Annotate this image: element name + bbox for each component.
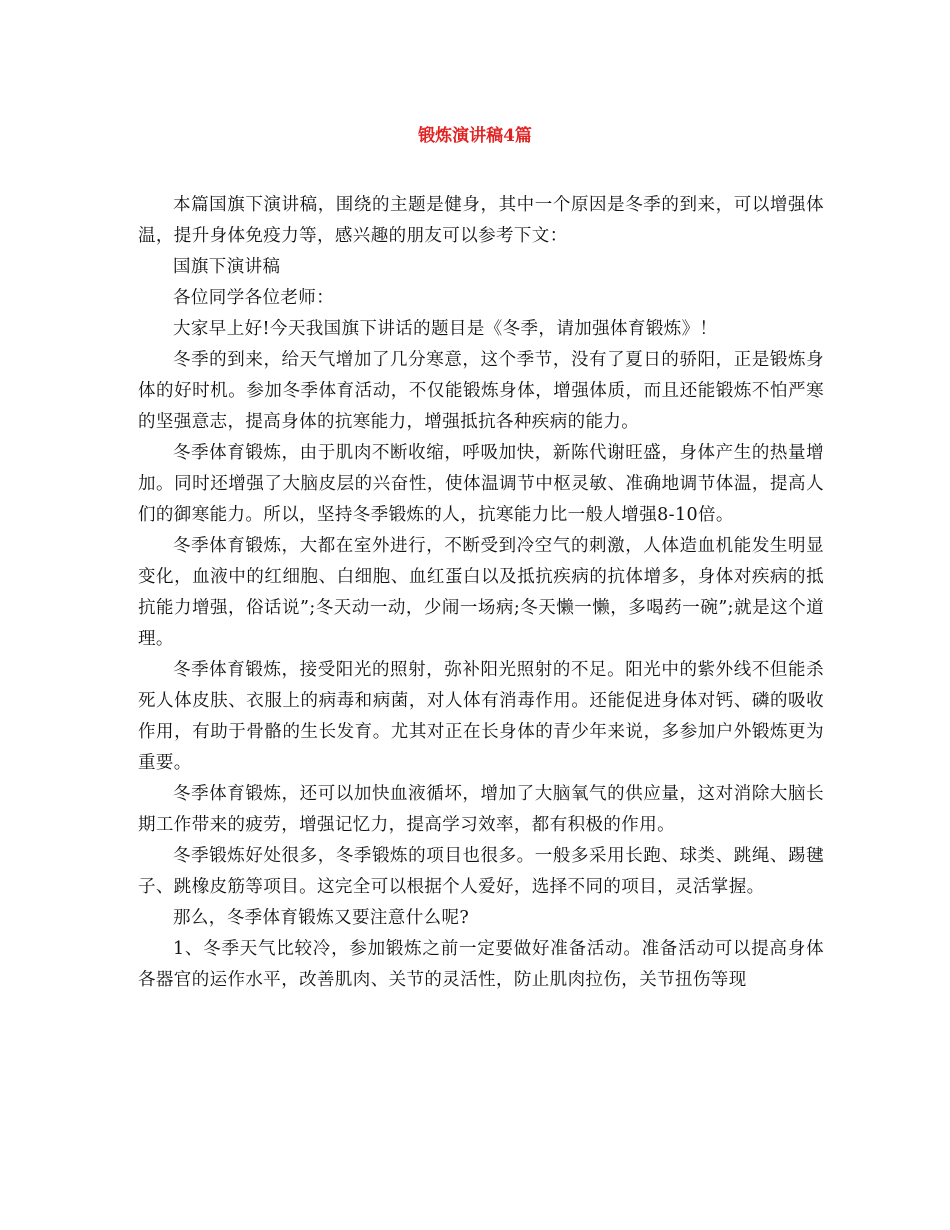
paragraph-salutation: 各位同学各位老师：	[173, 288, 335, 308]
paragraph: 冬季体育锻炼，还可以加快血液循坏，增加了大脑氧气的供应量，这对消除大脑长期工作带来的疲劳，增强记忆力，提高学习效率，都有积极的作用。	[138, 784, 824, 835]
paragraph-speech-heading: 国旗下演讲稿	[173, 257, 281, 277]
document-body	[138, 190, 824, 996]
document-title: 锻炼演讲稿4篇	[418, 126, 532, 146]
paragraph-greeting: 大家早上好!今天我国旗下讲话的题目是《冬季，请加强体育锻炼》！	[173, 319, 718, 339]
paragraph-question: 那么，冬季体育锻炼又要注意什么呢?	[173, 908, 470, 928]
paragraph: 冬季锻炼好处很多，冬季锻炼的项目也很多。一般多采用长跑、球类、跳绳、踢毽子、跳橡皮筋等项目。这完全可以根据个人爱好，选择不同的项目，灵活掌握。	[138, 846, 824, 897]
paragraph-list-item: 1、冬季天气比较冷，参加锻炼之前一定要做好准备活动。准备活动可以提高身体各器官的运作水平，改善肌肉、关节的灵活性，防止肌肉拉伤，关节扭伤等现	[138, 939, 824, 990]
paragraph: 冬季体育锻炼，由于肌肉不断收缩，呼吸加快，新陈代谢旺盛，身体产生的热量增加。同时还增强了大脑皮层的兴奋性，使体温调节中枢灵敏、准确地调节体温，提高人们的御寒能力。所以，坚持冬季锻炼的人，抗寒能力比一般人增强8-10倍。	[138, 443, 824, 525]
paragraph-intro: 本篇国旗下演讲稿，围绕的主题是健身，其中一个原因是冬季的到来，可以增强体温，提升身体免疫力等，感兴趣的朋友可以参考下文：	[138, 195, 824, 246]
paragraph: 冬季体育锻炼，接受阳光的照射，弥补阳光照射的不足。阳光中的紫外线不但能杀死人体皮肤、衣服上的病毒和病菌，对人体有消毒作用。还能促进身体对钙、磷的吸收作用，有助于骨骼的生长发育。尤其对正在长身体的青少年来说，多参加户外锻炼更为重要。	[138, 660, 824, 773]
paragraph: 冬季的到来，给天气增加了几分寒意，这个季节，没有了夏日的骄阳，正是锻炼身体的好时机。参加冬季体育活动，不仅能锻炼身体，增强体质，而且还能锻炼不怕严寒的坚强意志，提高身体的抗寒能力，增强抵抗各种疾病的能力。	[138, 350, 824, 432]
paragraph: 冬季体育锻炼，大都在室外进行，不断受到冷空气的刺激，人体造血机能发生明显变化，血液中的红细胞、白细胞、血红蛋白以及抵抗疾病的抗体增多，身体对疾病的抵抗能力增强，俗话说”;冬天动一动，少闹一场病;冬天懒一懒，多喝药一碗”;就是这个道理。	[138, 536, 824, 649]
